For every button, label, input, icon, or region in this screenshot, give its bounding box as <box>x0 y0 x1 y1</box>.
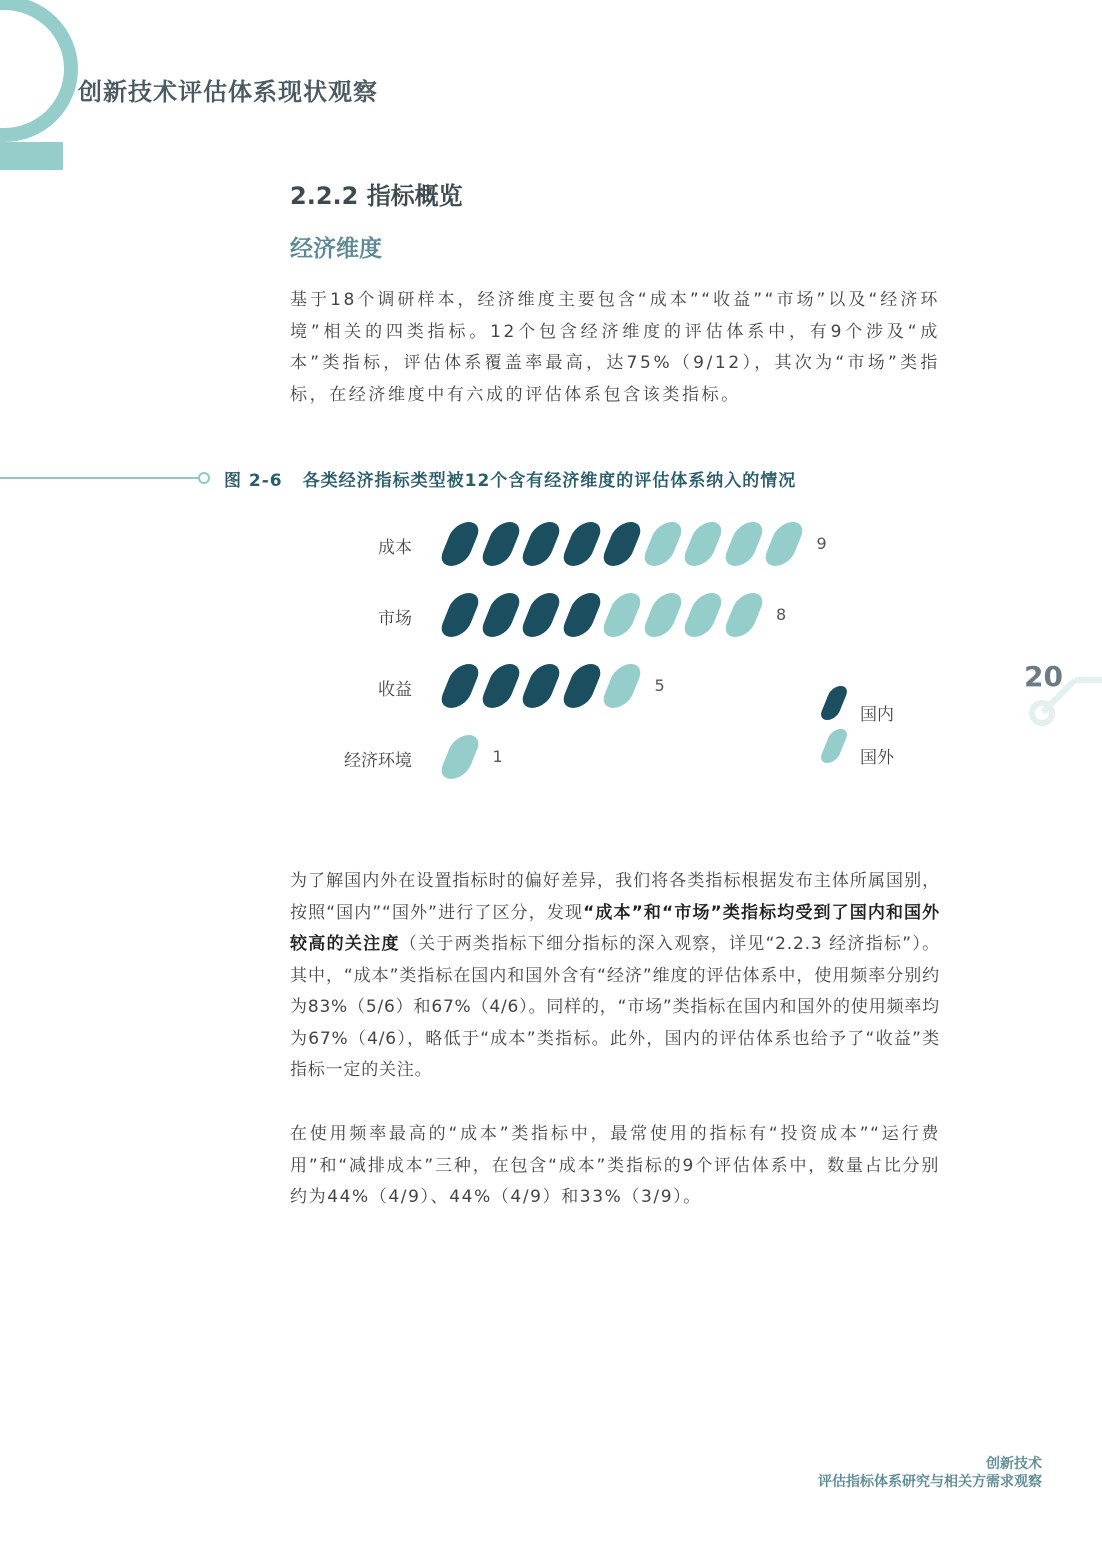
foreign-pill <box>721 522 767 566</box>
domestic-pill <box>437 522 483 566</box>
total-value-label: 8 <box>776 605 787 624</box>
paragraph-comparison <box>290 866 940 1087</box>
domestic-pill <box>478 593 524 637</box>
paragraph-comparison-emphasis: “成本”和“市场”类指标均受到了国内和国外较高的关注度 <box>290 902 940 954</box>
foreign-pill <box>680 522 726 566</box>
foreign-pill <box>640 522 686 566</box>
section-title: 创新技术评估体系现状观察 <box>78 78 378 106</box>
legend-label: 国外 <box>860 748 894 768</box>
page-number: 20 <box>1024 660 1063 693</box>
paragraph-intro: 基于18个调研样本，经济维度主要包含“成本”“收益”“市场”以及“经济环境”相关的四类指标。12个包含经济维度的评估体系中，有9个涉及“成本”类指标，评估体系覆盖率最高，达75%（9/12），其次为“市场”类指标，在经济维度中有六成的评估体系包含该类指标。 <box>290 290 940 405</box>
domestic-pill <box>518 593 564 637</box>
figure-rule <box>0 477 200 479</box>
foreign-pill <box>680 593 726 637</box>
domestic-pill <box>518 664 564 708</box>
figure-caption-text: 各类经济指标类型被12个含有经济维度的评估体系纳入的情况 <box>302 471 797 491</box>
foreign-pill <box>721 593 767 637</box>
footer-title: 创新技术 <box>986 1456 1042 1472</box>
footer-subtitle: 评估指标体系研究与相关方需求观察 <box>818 1474 1042 1490</box>
paragraph-comparison-part2: （关于两类指标下细分指标的深入观察，详见“2.2.3 经济指标”）。其中，“成本”类指标在国内和国外含有“经济”维度的评估体系中，使用频率分别约为83%（5/6）和67%（4/6）。同样的，“市场”类指标在国内和国外的使用频率均为67%（4/6），略低于“成本”类指标。此外，国内的评估体系也给予了“收益”类指标一定的关注。 <box>290 934 940 1080</box>
foreign-pill <box>599 593 645 637</box>
domestic-pill <box>559 522 605 566</box>
category-label: 经济环境 <box>344 751 412 771</box>
subsection-heading: 2.2.2 指标概览 <box>290 182 463 210</box>
domestic-pill <box>437 593 483 637</box>
foreign-pill <box>437 735 483 779</box>
dimension-heading: 经济维度 <box>290 236 382 262</box>
chapter-number-decoration <box>0 0 78 142</box>
figure-rule-dot <box>198 472 210 484</box>
category-label: 成本 <box>378 538 412 558</box>
domestic-pill <box>559 664 605 708</box>
domestic-pill <box>518 522 564 566</box>
total-value-label: 1 <box>492 747 503 766</box>
foreign-pill <box>640 593 686 637</box>
domestic-pill <box>478 522 524 566</box>
legend-label: 国内 <box>860 705 894 725</box>
legend-foreign-swatch <box>818 729 850 763</box>
foreign-pill <box>599 664 645 708</box>
total-value-label: 9 <box>816 534 827 553</box>
total-value-label: 5 <box>654 676 665 695</box>
paragraph-comparison-part1: 为了解国内外在设置指标时的偏好差异，我们将各类指标根据发布主体所属国别，按照“国内”“国外”进行了区分，发现 <box>290 871 940 923</box>
figure-number: 图 2-6 <box>224 471 283 491</box>
domestic-pill <box>478 664 524 708</box>
category-label: 市场 <box>378 609 412 629</box>
chapter-number-bar <box>0 142 63 170</box>
domestic-pill <box>559 593 605 637</box>
domestic-pill <box>437 664 483 708</box>
legend-domestic-swatch <box>818 686 850 720</box>
paragraph-cost: 在使用频率最高的“成本”类指标中，最常使用的指标有“投资成本”“运行费用”和“减排成本”三种，在包含“成本”类指标的9个评估体系中，数量占比分别约为44%（4/9）、44%（4/9）和33%（3/9）。 <box>290 1124 940 1207</box>
category-label: 收益 <box>378 680 412 700</box>
figure-caption <box>224 466 796 491</box>
domestic-pill <box>599 522 645 566</box>
foreign-pill <box>761 522 807 566</box>
